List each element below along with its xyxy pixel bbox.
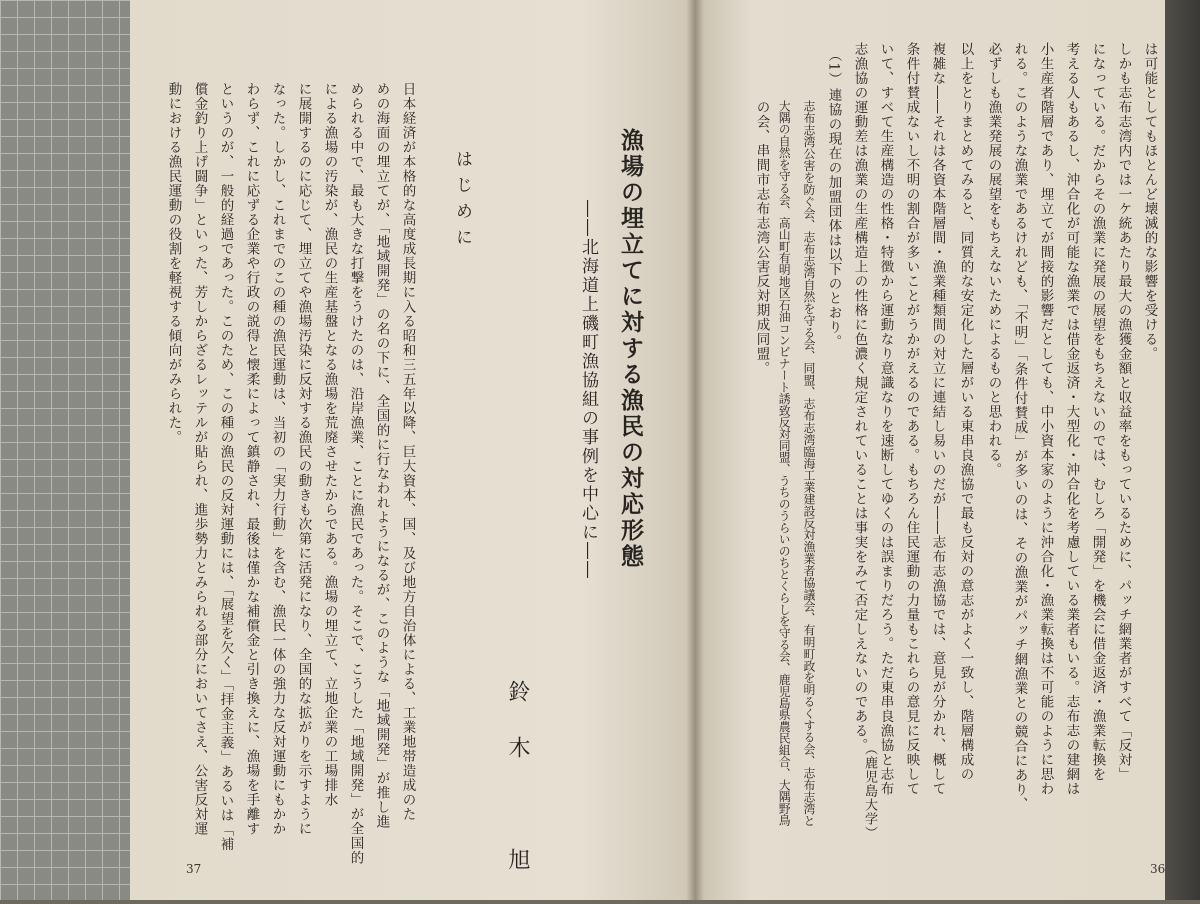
- article-title: 漁場の埋立てに対する漁民の対応形態: [617, 128, 644, 570]
- text-column: に展開するのに応じて、埋立てや漁場汚染に反対する漁民の動きも次第に活発になり、全国的な拡がりを示すように: [295, 82, 312, 836]
- text-column: しかも志布志湾内では一ケ統あたり最大の漁獲金額と収益率をもっているために、パッチ網業者がすべて「反対」: [1115, 42, 1132, 782]
- text-column: いて、すべて生産構造の性格・特徴から運動なり意識なりを速断してゆくのは誤まりだろう。ただ東串良漁協と志布: [877, 42, 894, 796]
- text-column: れる。このような漁業であるけれども、「不明」「条件付賛成」が多いのは、その漁業がパッチ網漁業との競合にあり、: [1011, 42, 1028, 812]
- text-column: なった。しかし、これまでのこの種の漁民運動は、当初の「実力行動」を含む、漁民一体の強力な反対運動にもかか: [269, 82, 286, 836]
- author-name: 鈴木 旭: [505, 680, 530, 904]
- text-column: わらず、これに応ずる企業や行政の説得と懐柔によって鎮静され、最後は僅かな補償金と引き換えに、漁場を手離す: [243, 82, 260, 836]
- book-gutter: [686, 0, 704, 900]
- text-column: になっている。だからその漁業に発展の展望をもちえないのでは、むしろ「開発」を機会に借金返済・漁業転換を: [1089, 42, 1106, 782]
- text-column: 条件付賛成ないし不明の割合が多いことがうかがえるのである。もちろん住民運動の力量もこれらの意見に反映して: [903, 42, 920, 796]
- page-number-left: 37: [186, 862, 202, 876]
- text-column: 償金釣り上げ闘争」といった、芳しからざるレッテルが貼られ、進歩勢力とみられる部分においてさえ、公害反対運: [191, 82, 208, 836]
- background-object: [1160, 0, 1200, 900]
- text-column: 動における漁民運動の役割を軽視する傾向がみられた。: [165, 82, 182, 445]
- text-column: 複雑な――それは各資本階層間・漁業種類間の対立に連結し易いのだが――志布志漁協では、意見が分かれ、概して: [929, 42, 946, 796]
- text-column: めの海面の埋立てが、「地域開発」の名の下に、全国的に行なわれようになるが、このような「地域開発」が推し進: [373, 82, 390, 830]
- text-column: は可能としてもほとんど壊滅的な影響を受ける。: [1141, 42, 1158, 361]
- text-column: というのが、一般的経過であった。このため、この種の漁民の反対運動には、「展望を欠く」「拝金主義」あるいは「補: [217, 82, 234, 852]
- text-column: 志漁協の運動差は漁業の生産構造上の性格に色濃く規定されていることは事実をみて否定しえないのである。: [851, 42, 868, 753]
- text-column: 小生産者階層であり、埋立てが間接的影響だとしても、中小資本家のように沖合化・漁業転換は不可能のように思わ: [1037, 42, 1054, 796]
- text-column: 考える人もあるし、沖合化が可能な漁業では借金返済・大型化・沖合化を考慮している業者もいる。志布志の建網は: [1063, 42, 1080, 796]
- text-column: 必ずしも漁業発展の展望をもちえないためによるものと思われる。: [985, 42, 1002, 477]
- text-column: められる中で、最も大きな打撃をうけたのは、沿岸漁業、ことに漁民であった。そこで、こうした「地域開発」が全国的: [347, 82, 364, 865]
- article-subtitle: ――北海道上磯町漁協組の事例を中心に――: [578, 200, 598, 580]
- text-column: による漁場の汚染が、漁民の生産基盤となる漁場を荒廃させたからである。漁場の埋立て、立地企業の工場排水: [321, 82, 338, 807]
- footnote-line: 大隅の自然を守る会、高山町有明地区石油コンビナート誘致反対同盟、うちのうらいのちとくらしを守る会、鹿児島県農民組合、大隅野鳥: [777, 100, 792, 827]
- footnote-line: の会、串間市志布志湾公害反対期成同盟。: [753, 100, 770, 376]
- footnote-line: 連協の現在の加盟団体は以下のとおり。: [825, 88, 842, 349]
- section-heading: はじめに: [452, 150, 472, 254]
- text-column: 日本経済が本格的な高度成長期に入る昭和三五年以降、巨大資本、国、及び地方自治体による、工業地帯造成のた: [399, 82, 416, 822]
- page-number-right: 36: [1150, 862, 1166, 876]
- author-affiliation: （鹿児島大学）: [862, 742, 877, 840]
- footnote-line: 志布志湾公害を防ぐ会、志布志湾自然を守る会、同盟、志布志湾臨海工業建設反対漁業者協議会、有明町政を明るくする会、志布志湾と: [801, 100, 816, 827]
- footnote-marker: （1）: [825, 48, 842, 87]
- text-column: 以上をとりまとめてみると、同質的な安定化した層がいる東串良漁協で最も反対の意志がよく一致し、階層構成の: [957, 42, 974, 782]
